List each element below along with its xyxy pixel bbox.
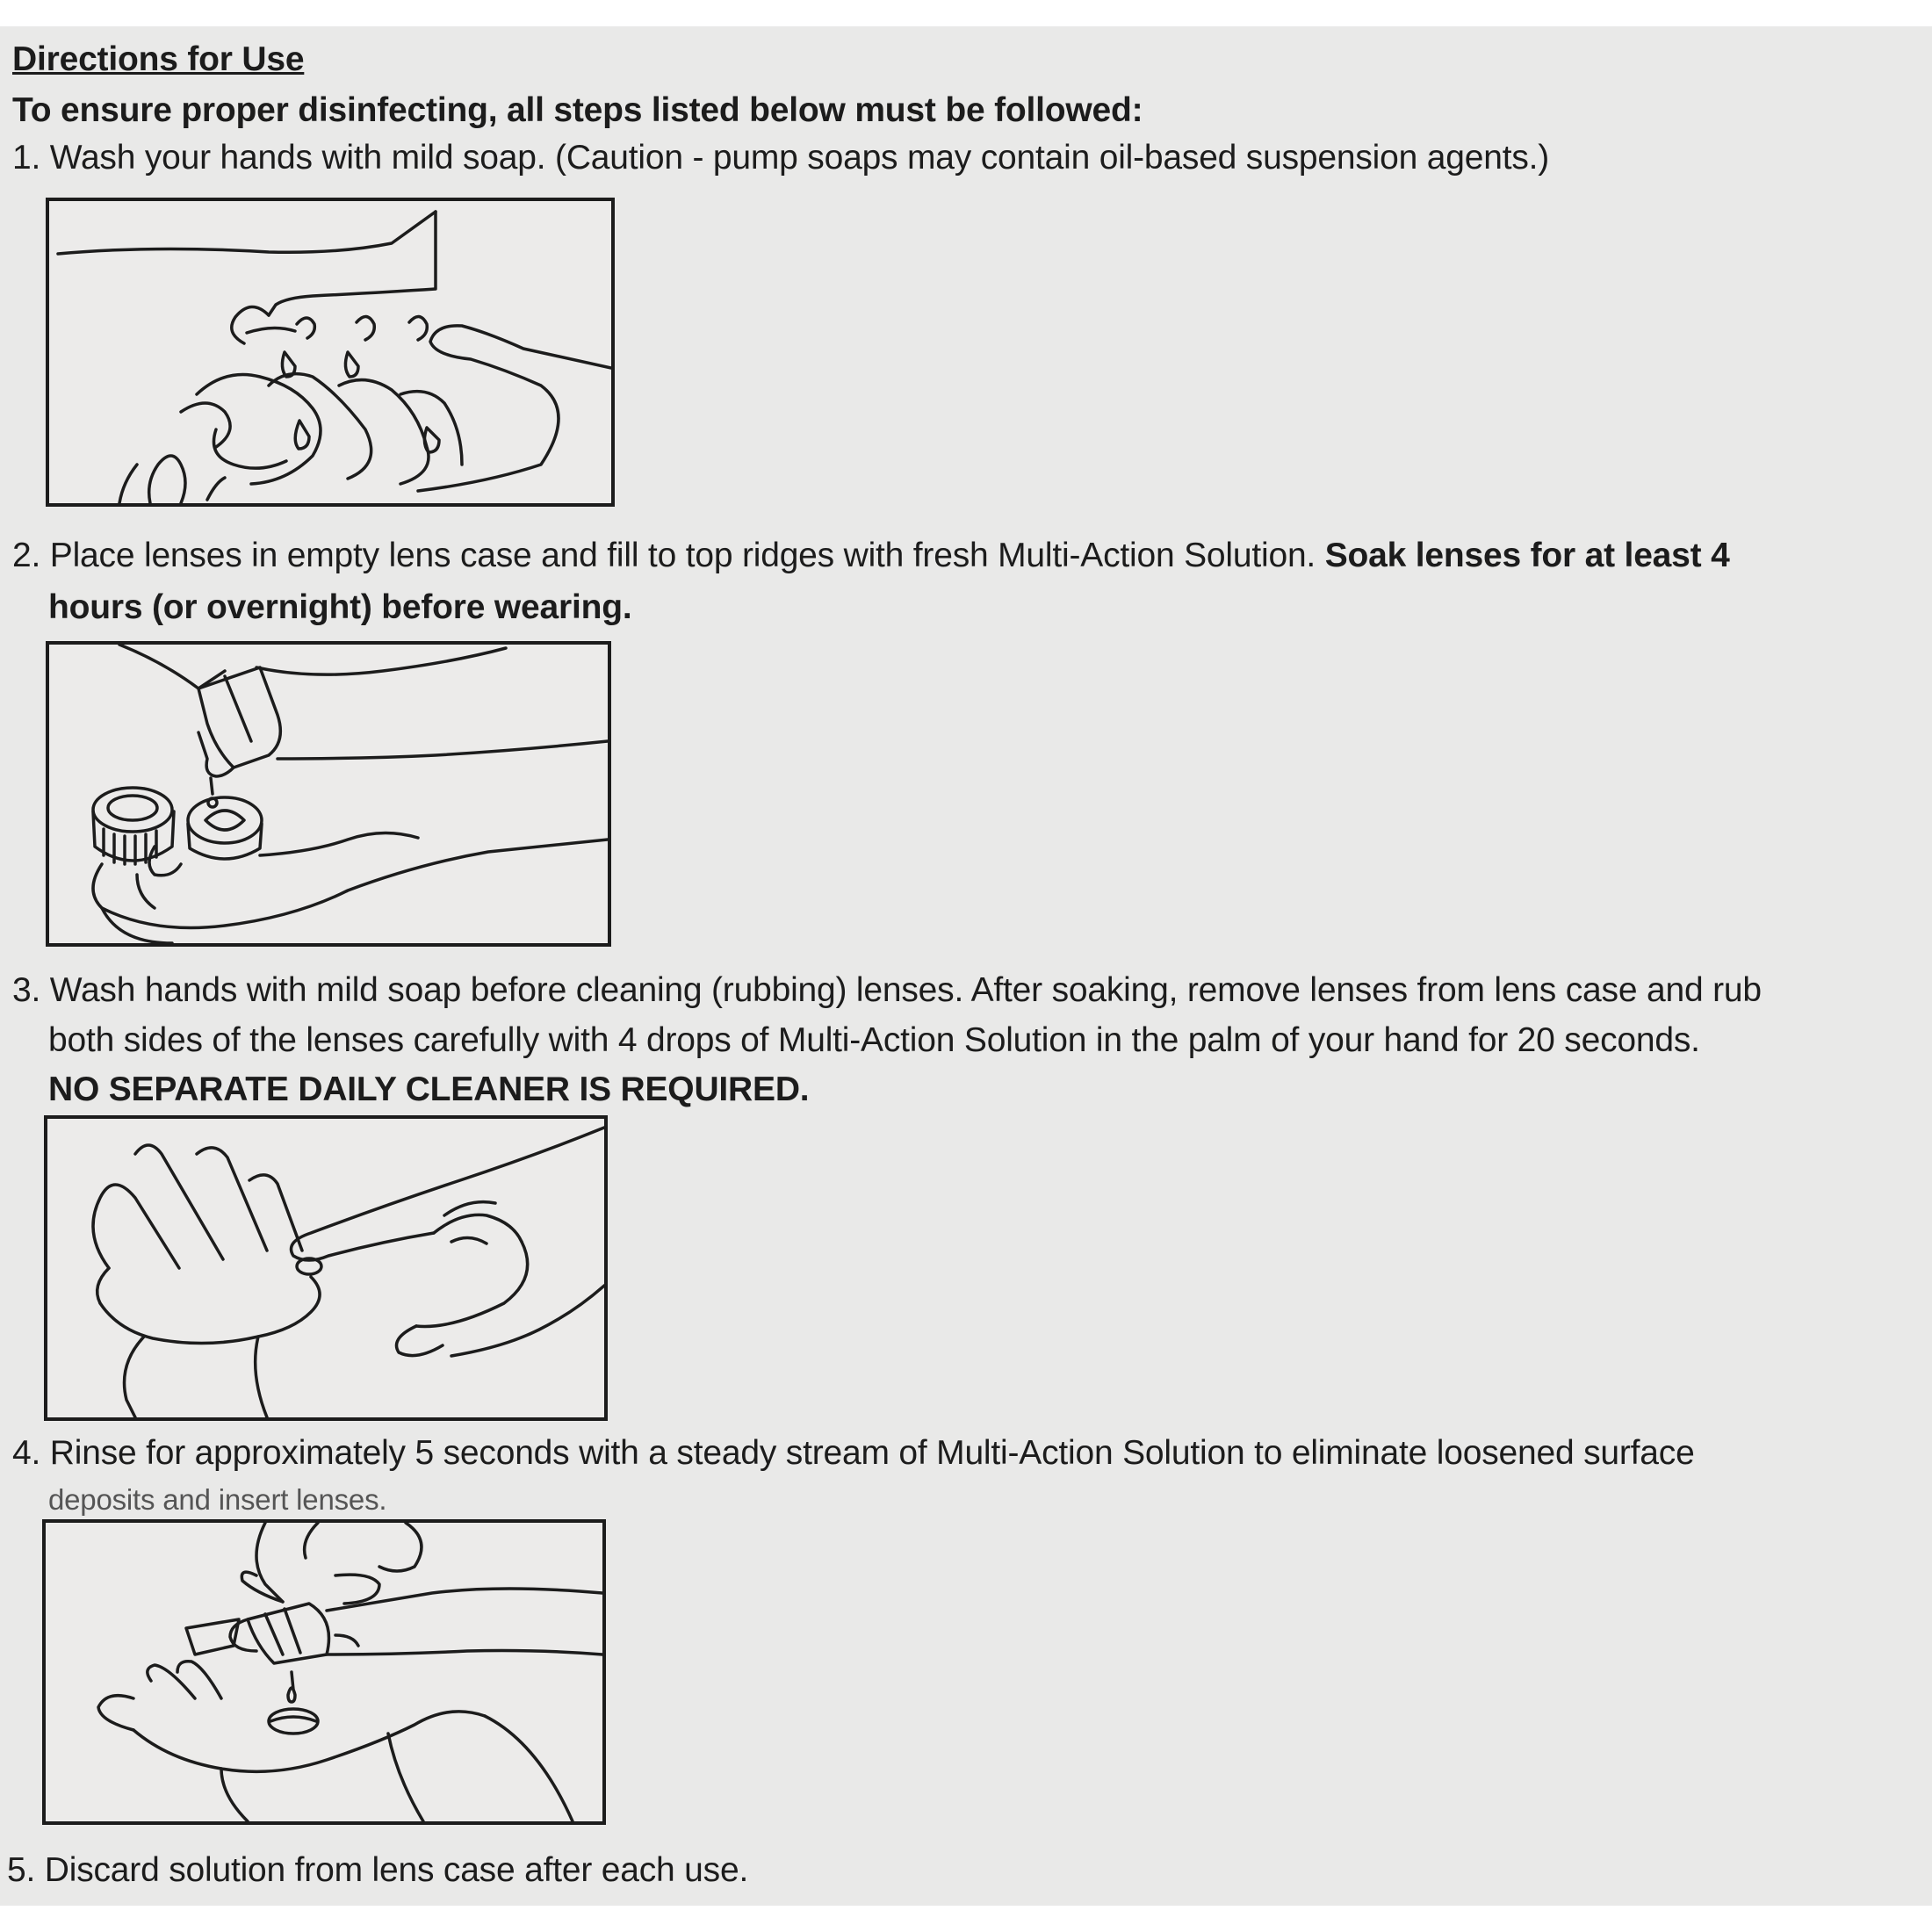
step-text: Wash hands with mild soap before cleaning (rubbing) lenses. After soaking, remove lenses from lens case and rub <box>49 971 1762 1009</box>
rinsing-lens-icon <box>42 1519 606 1825</box>
step-4 <box>12 1429 1695 1478</box>
hand-washing-icon <box>46 198 615 507</box>
step-1 <box>12 133 1549 183</box>
step-number: 3. <box>12 971 41 1009</box>
rubbing-lens-in-palm-icon <box>44 1115 608 1421</box>
step-text: Rinse for approximately 5 seconds with a steady stream of Multi-Action Solution to eliminate loosened surface <box>49 1434 1695 1472</box>
step-number: 1. <box>12 139 41 177</box>
step-bold-text: Soak lenses for at least 4 <box>1324 537 1730 574</box>
page-title: Directions for Use <box>12 40 305 78</box>
step-number: 4. <box>12 1434 41 1472</box>
step-text: Wash your hands with mild soap. (Caution - pump soaps may contain oil-based suspension agents.) <box>49 139 1550 177</box>
step-3-bold-text: NO SEPARATE DAILY CLEANER IS REQUIRED. <box>48 1071 810 1108</box>
step-number: 2. <box>12 537 41 574</box>
filling-lens-case-icon <box>46 641 611 947</box>
step-3 <box>12 966 1762 1015</box>
step-5 <box>7 1846 748 1895</box>
step-4-line-2: deposits and insert lenses. <box>48 1483 387 1516</box>
step-2 <box>12 531 1730 580</box>
step-text: Discard solution from lens case after each use. <box>44 1851 749 1889</box>
page-subtitle: To ensure proper disinfecting, all steps listed below must be followed: <box>12 91 1143 129</box>
step-number: 5. <box>7 1851 36 1889</box>
step-2-continuation: hours (or overnight) before wearing. <box>48 588 632 626</box>
step-3-line-2: both sides of the lenses carefully with 4 drops of Multi-Action Solution in the palm of your hand for 20 seconds. <box>48 1021 1700 1059</box>
step-text: Place lenses in empty lens case and fill to top ridges with fresh Multi-Action Solution. <box>49 537 1316 574</box>
